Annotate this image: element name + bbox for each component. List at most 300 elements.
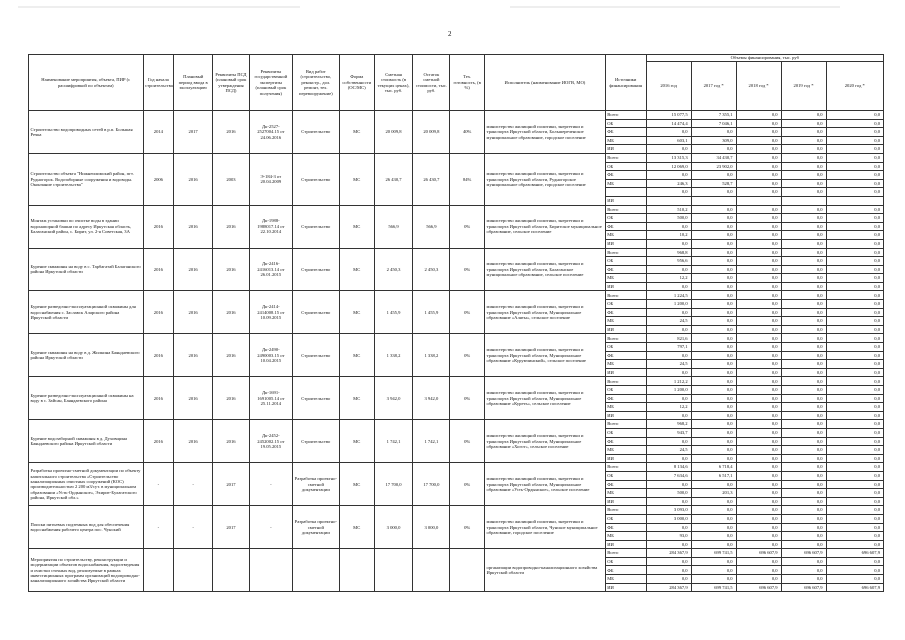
year-header-4: 2019 год * bbox=[781, 62, 826, 111]
funding-value-2017: 6 718,4 bbox=[691, 463, 736, 472]
executor: министерство жилищной политики, энергетики и транспорта Иркутской области, Биритское муниципальное образование, сельское поселение bbox=[485, 205, 606, 248]
funding-value-2018: 0,0 bbox=[736, 514, 781, 523]
funding-value-2019: 0,0 bbox=[781, 300, 826, 309]
funding-value-2017: 0,0 bbox=[691, 171, 736, 180]
funding-value-2018: 0,0 bbox=[736, 394, 781, 403]
funding-value-2020: 0,0 bbox=[826, 257, 883, 266]
funding-value-2018: 0,0 bbox=[736, 532, 781, 541]
funding-value-2016: 968,2 bbox=[646, 420, 691, 429]
executor: министерство жилищной политики, энергетики и транспорта Иркутской области, Муниципальное образование «Курумчинский», сельское поселение bbox=[485, 334, 606, 377]
funding-value-2019: 0,0 bbox=[781, 162, 826, 171]
commission-period: 2017 bbox=[174, 111, 213, 154]
remaining-cost: 20 009,8 bbox=[413, 111, 450, 154]
funding-value-2018: 0,0 bbox=[736, 497, 781, 506]
funding-source: Всего bbox=[605, 248, 646, 257]
funding-value-2016: 0,0 bbox=[646, 308, 691, 317]
funding-value-2018: 0,0 bbox=[736, 136, 781, 145]
funding-source bbox=[605, 188, 646, 197]
funding-value-2017: 23 902,0 bbox=[691, 162, 736, 171]
funding-value-2017: 309,0 bbox=[691, 136, 736, 145]
funding-value-2017: 0,0 bbox=[691, 257, 736, 266]
object-name: Бурение разведочно-эксплуатационной скважины на воду в с. Зайсан, Баяндаевского района bbox=[29, 377, 144, 420]
funding-value-2017: 0,0 bbox=[691, 214, 736, 223]
funding-value-2017: 0,0 bbox=[691, 428, 736, 437]
funding-value-2018: 0,0 bbox=[736, 300, 781, 309]
funding-value-2018: 0,0 bbox=[736, 239, 781, 248]
funding-value-2020: 0,0 bbox=[826, 317, 883, 326]
psd-details: 2003 bbox=[213, 153, 250, 205]
funding-value-2019: 0,0 bbox=[781, 153, 826, 162]
tech-readiness: 40% bbox=[450, 111, 485, 154]
executor: министерство жилищной политики, энергетики и транспорта Иркутской области, Муниципальное образование «Куреть», сельское поселение bbox=[485, 377, 606, 420]
funding-source: МБ bbox=[605, 231, 646, 240]
funding-value-2018: 0,0 bbox=[736, 351, 781, 360]
remaining-cost: 1 455,9 bbox=[413, 291, 450, 334]
funding-value-2019: 0,0 bbox=[781, 257, 826, 266]
start-year: 2014 bbox=[143, 111, 174, 154]
funding-source: ИИ bbox=[605, 239, 646, 248]
psd-details bbox=[213, 549, 250, 592]
funding-value-2020: 0,0 bbox=[826, 575, 883, 584]
expertise-details bbox=[249, 549, 292, 592]
funding-source: ОБ bbox=[605, 557, 646, 566]
funding-value-2016: 500,0 bbox=[646, 214, 691, 223]
funding-value-2019: 696 607,9 bbox=[781, 583, 826, 592]
funding-value-2018: 0,0 bbox=[736, 188, 781, 197]
ownership-form: МС bbox=[339, 334, 374, 377]
funding-source: ИИ bbox=[605, 583, 646, 592]
funding-value-2017: 528,7 bbox=[691, 179, 736, 188]
commission-period bbox=[174, 549, 213, 592]
estimated-cost: 26 430,7 bbox=[374, 153, 413, 205]
funding-value-2018: 0,0 bbox=[736, 265, 781, 274]
header-cell-3: Реквизиты ПСД (плановый срок утверждения ПСД) bbox=[213, 55, 250, 111]
funding-value-2019: 0,0 bbox=[781, 446, 826, 455]
funding-value-2016: 0,0 bbox=[646, 437, 691, 446]
funding-source: Всего bbox=[605, 463, 646, 472]
estimated-cost: 2 450,3 bbox=[374, 248, 413, 291]
object-name: Строительство объекта "Нижнеилимский район, пгт. Рудногорск. Водозаборные сооружения и водоводы. Окончание строительства" bbox=[29, 153, 144, 205]
funding-value-2017: 0,0 bbox=[691, 540, 736, 549]
funding-value-2016: 0,0 bbox=[646, 188, 691, 197]
funding-value-2018: 0,0 bbox=[736, 308, 781, 317]
funding-value-2017: 0,0 bbox=[691, 480, 736, 489]
funding-source: Всего bbox=[605, 377, 646, 386]
tech-readiness: 0% bbox=[450, 205, 485, 248]
document-sheet bbox=[28, 54, 884, 592]
funding-value-2017: 0,0 bbox=[691, 351, 736, 360]
year-header-5: 2020 год * bbox=[826, 62, 883, 111]
funding-value-2018: 0,0 bbox=[736, 489, 781, 498]
funding-value-2020: 0,0 bbox=[826, 343, 883, 352]
funding-source: МБ bbox=[605, 575, 646, 584]
funding-value-2019: 0,0 bbox=[781, 420, 826, 429]
funding-source: ФБ bbox=[605, 171, 646, 180]
funding-value-2020: 696 607,9 bbox=[826, 583, 883, 592]
funding-value-2018: 0,0 bbox=[736, 334, 781, 343]
funding-value-2018: 0,0 bbox=[736, 248, 781, 257]
funding-source: ФБ bbox=[605, 480, 646, 489]
funding-value-2019: 0,0 bbox=[781, 557, 826, 566]
funding-value-2016: 0,0 bbox=[646, 351, 691, 360]
ownership-form: МС bbox=[339, 463, 374, 506]
table-header bbox=[29, 55, 884, 111]
funding-source: МБ bbox=[605, 317, 646, 326]
funding-value-2017: 0,0 bbox=[691, 454, 736, 463]
funding-source: Всего bbox=[605, 111, 646, 120]
header-cell-5: Вид работ (строительство, реконстр., дол. ремонт, тех. перевооружение) bbox=[292, 55, 339, 111]
object-name: Монтаж установки по очистке воды в здании водонапорной башни по адресу Иркутская область, Балаганский район, с. Бирит, ул. 2-я Советская, 3А bbox=[29, 205, 144, 248]
psd-details: 2017 bbox=[213, 506, 250, 549]
table-row bbox=[29, 334, 884, 343]
funding-value-2019: 0,0 bbox=[781, 566, 826, 575]
funding-value-2017: 0,0 bbox=[691, 239, 736, 248]
table-row bbox=[29, 420, 884, 429]
funding-source: ФБ bbox=[605, 523, 646, 532]
funding-value-2016: 0,0 bbox=[646, 411, 691, 420]
funding-value-2018: 0,0 bbox=[736, 111, 781, 120]
funding-value-2017: 0,0 bbox=[691, 248, 736, 257]
funding-value-2020: 0,0 bbox=[826, 454, 883, 463]
funding-value-2017: 0,0 bbox=[691, 403, 736, 412]
funding-value-2016: 956,6 bbox=[646, 257, 691, 266]
funding-source: ИИ bbox=[605, 411, 646, 420]
funding-value-2018: 0,0 bbox=[736, 566, 781, 575]
funding-value-2017: 0,0 bbox=[691, 523, 736, 532]
funding-source: ОБ bbox=[605, 428, 646, 437]
remaining-cost: 3 942,0 bbox=[413, 377, 450, 420]
funding-value-2016: 3 000,0 bbox=[646, 514, 691, 523]
funding-value-2019: 0,0 bbox=[781, 480, 826, 489]
funding-value-2017: 0,0 bbox=[691, 394, 736, 403]
funding-value-2019: 0,0 bbox=[781, 523, 826, 532]
funding-value-2016: 93,0 bbox=[646, 532, 691, 541]
executor: министерство жилищной политики, энергетики и транспорта Иркутской области, Муниципальное образование «Аляты», сельское поселение bbox=[485, 291, 606, 334]
funding-source: ФБ bbox=[605, 351, 646, 360]
funding-value-2016: 0,0 bbox=[646, 566, 691, 575]
funding-value-2016: 0,0 bbox=[646, 265, 691, 274]
funding-value-2016: 1 224,5 bbox=[646, 291, 691, 300]
funding-value-2019: 0,0 bbox=[781, 205, 826, 214]
funding-value-2016: 0,0 bbox=[646, 540, 691, 549]
funding-value-2019: 0,0 bbox=[781, 411, 826, 420]
funding-value-2020: 0,0 bbox=[826, 428, 883, 437]
scan-marks bbox=[0, 0, 905, 8]
table-row bbox=[29, 377, 884, 386]
funding-value-2020: 0,0 bbox=[826, 171, 883, 180]
funding-value-2020: 0,0 bbox=[826, 386, 883, 395]
funding-value-2018: 0,0 bbox=[736, 557, 781, 566]
funding-value-2019: 0,0 bbox=[781, 325, 826, 334]
expertise-details: - bbox=[249, 463, 292, 506]
funding-source: МБ bbox=[605, 179, 646, 188]
funding-value-2020: 0,0 bbox=[826, 222, 883, 231]
funding-value-2017: 0,0 bbox=[691, 411, 736, 420]
funding-value-2017: 0,0 bbox=[691, 128, 736, 137]
estimated-cost: 1 455,9 bbox=[374, 291, 413, 334]
funding-value-2018: 696 607,9 bbox=[736, 583, 781, 592]
funding-value-2016: 0,0 bbox=[646, 557, 691, 566]
funding-value-2018 bbox=[736, 196, 781, 205]
object-name: Строительство водопроводных сетей в р.п. Большая Речка bbox=[29, 111, 144, 154]
funding-value-2017: 0,0 bbox=[691, 300, 736, 309]
object-name: Бурение скважины на воду в д. Жилкина Баяндаевского района Иркутской области bbox=[29, 334, 144, 377]
funding-value-2018: 0,0 bbox=[736, 222, 781, 231]
funding-value-2017: 0,0 bbox=[691, 575, 736, 584]
scan-artifact-icon bbox=[0, 5, 905, 13]
funding-value-2018: 0,0 bbox=[736, 377, 781, 386]
funding-value-2016: 0,0 bbox=[646, 523, 691, 532]
estimated-cost bbox=[374, 549, 413, 592]
header-cell-4: Реквизиты государственной экспертизы (плановый срок получения) bbox=[249, 55, 292, 111]
funding-value-2018: 0,0 bbox=[736, 145, 781, 154]
funding-value-2016: 24,5 bbox=[646, 446, 691, 455]
funding-source: МБ bbox=[605, 274, 646, 283]
funding-value-2016: 603,1 bbox=[646, 136, 691, 145]
funding-value-2019: 0,0 bbox=[781, 351, 826, 360]
funding-value-2017: 0,0 bbox=[691, 205, 736, 214]
work-type: Строительство bbox=[292, 334, 339, 377]
funding-value-2019: 0,0 bbox=[781, 386, 826, 395]
header-cell-11: Источники финансирования bbox=[605, 55, 646, 111]
funding-value-2018: 0,0 bbox=[736, 446, 781, 455]
funding-value-2019: 0,0 bbox=[781, 265, 826, 274]
funding-value-2020: 0,0 bbox=[826, 403, 883, 412]
funding-value-2018: 0,0 bbox=[736, 411, 781, 420]
funding-value-2020: 0,0 bbox=[826, 179, 883, 188]
remaining-cost: 17 700,0 bbox=[413, 463, 450, 506]
funding-value-2017: 0,0 bbox=[691, 360, 736, 369]
header-cell-9: Тех. готовность, (в %) bbox=[450, 55, 485, 111]
funding-value-2017: 0,0 bbox=[691, 308, 736, 317]
funding-value-2020: 0,0 bbox=[826, 471, 883, 480]
funding-value-2016: 24,5 bbox=[646, 360, 691, 369]
funding-value-2016: 1 212,2 bbox=[646, 377, 691, 386]
funding-source: ФБ bbox=[605, 308, 646, 317]
funding-value-2020: 0,0 bbox=[826, 153, 883, 162]
funding-value-2020: 0,0 bbox=[826, 214, 883, 223]
remaining-cost bbox=[413, 549, 450, 592]
estimated-cost: 3 000,0 bbox=[374, 506, 413, 549]
funding-value-2019: 0,0 bbox=[781, 231, 826, 240]
funding-value-2020: 0,0 bbox=[826, 497, 883, 506]
start-year: - bbox=[143, 506, 174, 549]
ownership-form: МС bbox=[339, 111, 374, 154]
funding-value-2018: 0,0 bbox=[736, 540, 781, 549]
expertise-details: Дк-2416-2416013.14 от 26.01.2015 bbox=[249, 248, 292, 291]
funding-value-2017: 0,0 bbox=[691, 566, 736, 575]
funding-value-2020: 0,0 bbox=[826, 282, 883, 291]
funding-value-2019: 0,0 bbox=[781, 282, 826, 291]
funding-value-2020: 0,0 bbox=[826, 274, 883, 283]
funding-value-2018: 0,0 bbox=[736, 428, 781, 437]
funding-source: ОБ bbox=[605, 214, 646, 223]
funding-value-2020: 0,0 bbox=[826, 368, 883, 377]
funding-value-2017: 0,0 bbox=[691, 231, 736, 240]
funding-group-header: Объемы финансирования, тыс. руб bbox=[646, 55, 883, 62]
object-name: Мероприятия по строительству, реконструкции и модернизации объектов водоснабжения, водоотведения и очистки сточных вод, реализуемые в рамках инвестиционных программ организаций водопроводно-канализационного хозяйства Иркутской области bbox=[29, 549, 144, 592]
ownership-form: МС bbox=[339, 420, 374, 463]
funding-value-2016 bbox=[646, 196, 691, 205]
funding-value-2019: 0,0 bbox=[781, 497, 826, 506]
start-year: 2016 bbox=[143, 291, 174, 334]
funding-value-2019: 0,0 bbox=[781, 506, 826, 515]
work-type: Строительство bbox=[292, 291, 339, 334]
funding-value-2020: 0,0 bbox=[826, 463, 883, 472]
object-name: Бурение водозаборной скважины в д. Духовщина Баяндаевского района Иркутской области bbox=[29, 420, 144, 463]
funding-value-2017: 699 741,5 bbox=[691, 583, 736, 592]
header-cell-7: Сметная стоимость (в текущих ценах), тыс. руб. bbox=[374, 55, 413, 111]
funding-value-2020: 0,0 bbox=[826, 446, 883, 455]
funding-source: МБ bbox=[605, 403, 646, 412]
commission-period: 2016 bbox=[174, 377, 213, 420]
ownership-form: МС bbox=[339, 205, 374, 248]
funding-value-2018: 0,0 bbox=[736, 171, 781, 180]
header-row-top bbox=[29, 55, 884, 62]
psd-details: 2016 bbox=[213, 377, 250, 420]
funding-value-2019: 0,0 bbox=[781, 291, 826, 300]
funding-value-2016: 1 200,0 bbox=[646, 386, 691, 395]
start-year bbox=[143, 549, 174, 592]
commission-period: 2016 bbox=[174, 420, 213, 463]
remaining-cost: 1 338,2 bbox=[413, 334, 450, 377]
psd-details: 2016 bbox=[213, 291, 250, 334]
funding-value-2017: 6 517,1 bbox=[691, 471, 736, 480]
funding-value-2018: 0,0 bbox=[736, 162, 781, 171]
funding-value-2016: 3 093,0 bbox=[646, 506, 691, 515]
funding-value-2019: 0,0 bbox=[781, 334, 826, 343]
table-row bbox=[29, 506, 884, 515]
tech-readiness: 84% bbox=[450, 153, 485, 205]
funding-source: ОБ bbox=[605, 300, 646, 309]
commission-period: 2016 bbox=[174, 291, 213, 334]
estimated-cost: 1 742,1 bbox=[374, 420, 413, 463]
funding-value-2016: 0,0 bbox=[646, 497, 691, 506]
funding-value-2018: 0,0 bbox=[736, 403, 781, 412]
tech-readiness: 0% bbox=[450, 248, 485, 291]
funding-source: ФБ bbox=[605, 394, 646, 403]
funding-value-2020: 0,0 bbox=[826, 111, 883, 120]
remaining-cost: 1 742,1 bbox=[413, 420, 450, 463]
funding-value-2020: 0,0 bbox=[826, 205, 883, 214]
psd-details: 2017 bbox=[213, 463, 250, 506]
expertise-details: Дк-1988-1988017.14 от 22.10.2014 bbox=[249, 205, 292, 248]
funding-value-2020: 0,0 bbox=[826, 265, 883, 274]
funding-value-2020: 0,0 bbox=[826, 394, 883, 403]
funding-value-2018: 0,0 bbox=[736, 282, 781, 291]
funding-value-2020: 0,0 bbox=[826, 420, 883, 429]
funding-value-2017: 0,0 bbox=[691, 506, 736, 515]
tech-readiness bbox=[450, 549, 485, 592]
funding-value-2018: 0,0 bbox=[736, 274, 781, 283]
header-cell-1: Год начала строительства bbox=[143, 55, 174, 111]
funding-source: Всего bbox=[605, 334, 646, 343]
funding-value-2020: 0,0 bbox=[826, 248, 883, 257]
funding-value-2019: 696 607,9 bbox=[781, 549, 826, 558]
funding-source: МБ bbox=[605, 136, 646, 145]
page-number: 2 bbox=[448, 30, 452, 38]
funding-value-2020: 0,0 bbox=[826, 128, 883, 137]
funding-source: Всего bbox=[605, 420, 646, 429]
funding-source: МБ bbox=[605, 532, 646, 541]
funding-source: ОБ bbox=[605, 162, 646, 171]
start-year: 2016 bbox=[143, 205, 174, 248]
executor: министерство жилищной политики, энергетики и транспорта Иркутской области, Муниципальное образование «Хогот», сельское поселение bbox=[485, 420, 606, 463]
funding-value-2016: 0,0 bbox=[646, 222, 691, 231]
funding-value-2019: 0,0 bbox=[781, 308, 826, 317]
funding-value-2019: 0,0 bbox=[781, 471, 826, 480]
funding-value-2016: 797,1 bbox=[646, 343, 691, 352]
expertise-details: Дк-1691-1691005.14 от 25.11.2014 bbox=[249, 377, 292, 420]
funding-value-2020: 0,0 bbox=[826, 136, 883, 145]
expertise-details: Дк-2527-2527004.15 от 24.06.2016 bbox=[249, 111, 292, 154]
funding-value-2016: 14 474,4 bbox=[646, 119, 691, 128]
funding-source: ИИ bbox=[605, 325, 646, 334]
funding-value-2016: 0,0 bbox=[646, 394, 691, 403]
table-body bbox=[29, 111, 884, 592]
funding-value-2019: 0,0 bbox=[781, 489, 826, 498]
funding-value-2020: 0,0 bbox=[826, 239, 883, 248]
funding-value-2016: 15 077,5 bbox=[646, 111, 691, 120]
estimated-cost: 3 942,0 bbox=[374, 377, 413, 420]
psd-details: 2016 bbox=[213, 248, 250, 291]
estimated-cost: 17 700,0 bbox=[374, 463, 413, 506]
funding-value-2016: 12,2 bbox=[646, 403, 691, 412]
table-row bbox=[29, 111, 884, 120]
funding-value-2020: 0,0 bbox=[826, 360, 883, 369]
header-cell-6: Форма собственности (ОС/МС) bbox=[339, 55, 374, 111]
table-row bbox=[29, 153, 884, 162]
funding-value-2019: 0,0 bbox=[781, 179, 826, 188]
work-type: Разработка проектно-сметной документации bbox=[292, 463, 339, 506]
funding-value-2017: 0,0 bbox=[691, 420, 736, 429]
funding-value-2019: 0,0 bbox=[781, 119, 826, 128]
funding-value-2020: 0,0 bbox=[826, 489, 883, 498]
funding-value-2020: 696 607,9 bbox=[826, 549, 883, 558]
funding-value-2020: 0,0 bbox=[826, 119, 883, 128]
funding-value-2020: 0,0 bbox=[826, 300, 883, 309]
ownership-form: МС bbox=[339, 506, 374, 549]
funding-value-2016: 0,0 bbox=[646, 575, 691, 584]
ownership-form bbox=[339, 549, 374, 592]
executor: министерство жилищной политики, энергетики и транспорта Иркутской области, Чунское муниципальное образование, городское поселение bbox=[485, 506, 606, 549]
funding-value-2020: 0,0 bbox=[826, 145, 883, 154]
commission-period: - bbox=[174, 506, 213, 549]
table-row bbox=[29, 463, 884, 472]
commission-period: 2016 bbox=[174, 205, 213, 248]
funding-value-2019: 0,0 bbox=[781, 136, 826, 145]
funding-value-2018: 0,0 bbox=[736, 463, 781, 472]
funding-value-2018: 0,0 bbox=[736, 291, 781, 300]
funding-value-2017: 34 430,7 bbox=[691, 153, 736, 162]
estimated-cost: 20 009,8 bbox=[374, 111, 413, 154]
funding-value-2017: 0,0 bbox=[691, 291, 736, 300]
funding-value-2019: 0,0 bbox=[781, 128, 826, 137]
funding-value-2016: 284 367,9 bbox=[646, 583, 691, 592]
funding-value-2018: 0,0 bbox=[736, 231, 781, 240]
header-cell-8: Остаток сметной стоимости, тыс. руб. bbox=[413, 55, 450, 111]
tech-readiness: 0% bbox=[450, 377, 485, 420]
ownership-form: МС bbox=[339, 153, 374, 205]
table-row bbox=[29, 549, 884, 558]
tech-readiness: 0% bbox=[450, 334, 485, 377]
remaining-cost: 3 000,0 bbox=[413, 506, 450, 549]
funding-value-2017: 0,0 bbox=[691, 265, 736, 274]
funding-value-2018: 696 607,9 bbox=[736, 549, 781, 558]
object-name: Бурение разведочно-эксплуатационной скважины для водоснабжения с. Заславск Аларского района Иркутской области bbox=[29, 291, 144, 334]
funding-value-2019: 0,0 bbox=[781, 111, 826, 120]
funding-value-2016: 510,2 bbox=[646, 205, 691, 214]
